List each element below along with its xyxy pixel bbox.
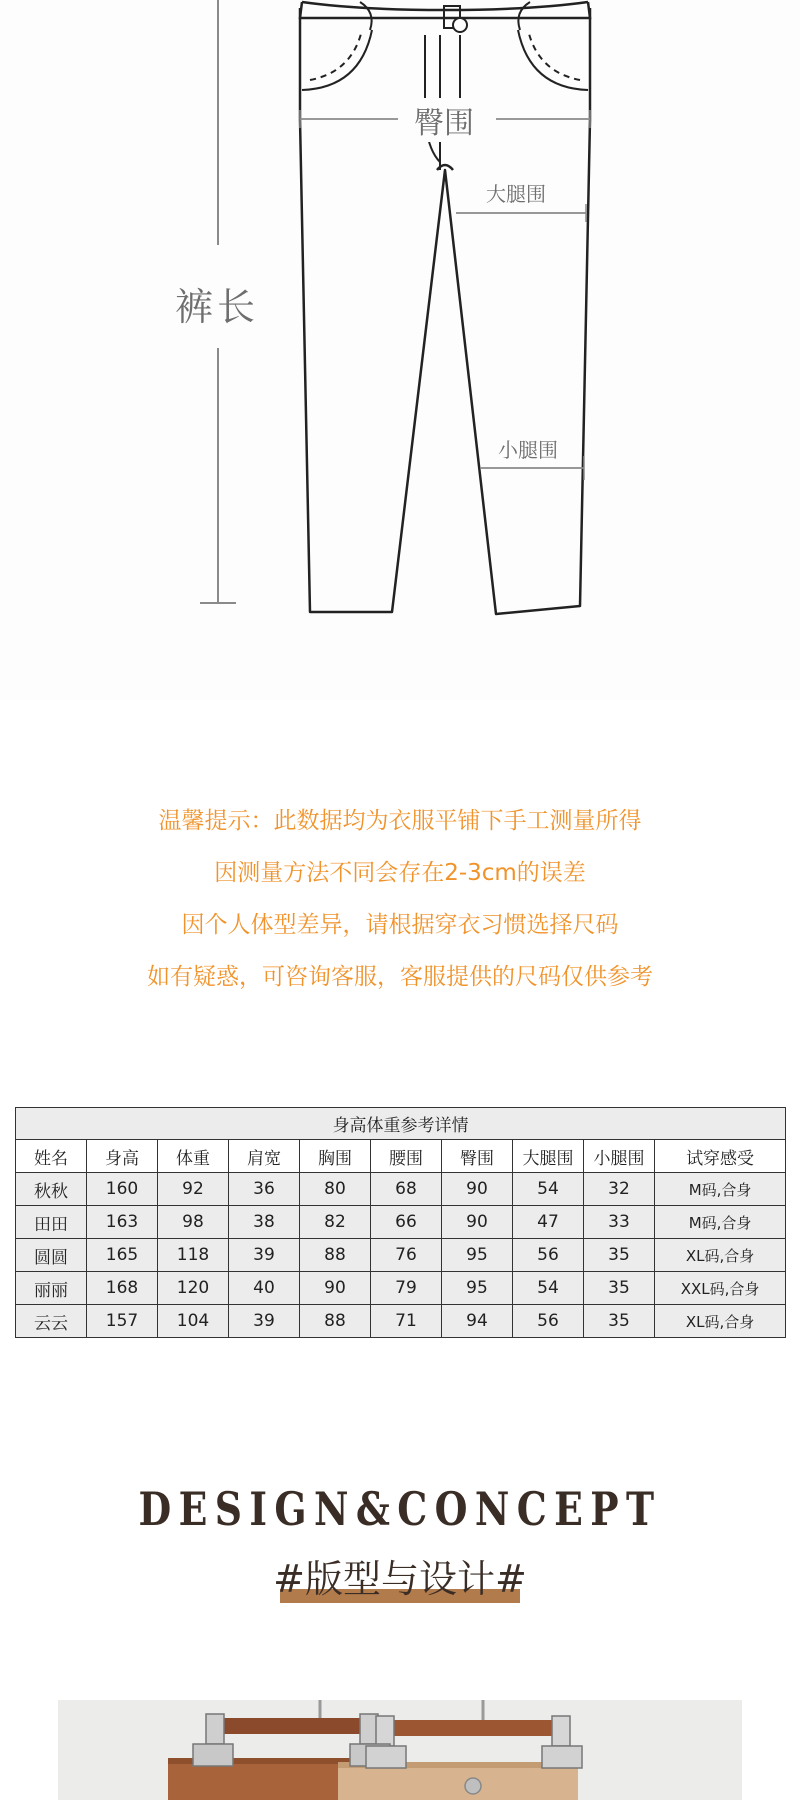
table-cell: 56 bbox=[513, 1239, 584, 1272]
table-cell: 88 bbox=[300, 1305, 371, 1338]
table-cell: 163 bbox=[87, 1206, 158, 1239]
table-cell: 68 bbox=[371, 1173, 442, 1206]
table-cell: 82 bbox=[300, 1206, 371, 1239]
column-header: 身高 bbox=[87, 1140, 158, 1173]
table-cell: 圆圆 bbox=[16, 1239, 87, 1272]
table-cell: 88 bbox=[300, 1239, 371, 1272]
table-cell: 35 bbox=[584, 1239, 655, 1272]
table-cell: 90 bbox=[442, 1173, 513, 1206]
table-cell: 92 bbox=[158, 1173, 229, 1206]
table-cell: 80 bbox=[300, 1173, 371, 1206]
table-row bbox=[16, 1173, 786, 1206]
column-header: 肩宽 bbox=[229, 1140, 300, 1173]
table-cell: 95 bbox=[442, 1239, 513, 1272]
table-cell: 54 bbox=[513, 1173, 584, 1206]
column-header: 试穿感受 bbox=[655, 1140, 786, 1173]
design-concept-title: DESIGN&CONCEPT bbox=[138, 1482, 662, 1536]
table-cell: 120 bbox=[158, 1272, 229, 1305]
hip-measure-label: 臀围 bbox=[408, 98, 480, 142]
table-cell: 39 bbox=[229, 1305, 300, 1338]
table-cell: 35 bbox=[584, 1305, 655, 1338]
table-cell: 47 bbox=[513, 1206, 584, 1239]
table-row bbox=[16, 1305, 786, 1338]
column-header: 腰围 bbox=[371, 1140, 442, 1173]
table-cell: 79 bbox=[371, 1272, 442, 1305]
tip-line: 因个人体型差异，请根据穿衣习惯选择尺码 bbox=[181, 912, 619, 938]
table-cell: 90 bbox=[442, 1206, 513, 1239]
table-cell: 56 bbox=[513, 1305, 584, 1338]
table-cell: 36 bbox=[229, 1173, 300, 1206]
table-row bbox=[16, 1239, 786, 1272]
table-cell: 71 bbox=[371, 1305, 442, 1338]
table-row bbox=[16, 1206, 786, 1239]
design-subtitle: #版型与设计# bbox=[273, 1557, 527, 1601]
design-subtitle-wrap bbox=[0, 1548, 800, 1603]
tip-line: 如有疑惑，可咨询客服，客服提供的尺码仅供参考 bbox=[147, 964, 653, 990]
table-cell: 39 bbox=[229, 1239, 300, 1272]
calf-measure-label: 小腿围 bbox=[498, 434, 558, 463]
table-cell: XL码,合身 bbox=[655, 1305, 786, 1338]
table-cell: XL码,合身 bbox=[655, 1239, 786, 1272]
tip-line: 温馨提示：此数据均为衣服平铺下手工测量所得 bbox=[158, 808, 642, 834]
table-cell: M码,合身 bbox=[655, 1173, 786, 1206]
table-cell: 40 bbox=[229, 1272, 300, 1305]
table-cell: 104 bbox=[158, 1305, 229, 1338]
table-caption: 身高体重参考详情 bbox=[16, 1108, 786, 1140]
measurement-tips bbox=[0, 795, 800, 1003]
table-cell: 38 bbox=[229, 1206, 300, 1239]
table-cell: 丽丽 bbox=[16, 1272, 87, 1305]
length-measure-label: 裤长 bbox=[175, 272, 259, 335]
size-reference-table-wrap bbox=[15, 1107, 785, 1338]
table-cell: 32 bbox=[584, 1173, 655, 1206]
table-row bbox=[16, 1272, 786, 1305]
pants-measurement-diagram bbox=[0, 0, 800, 700]
hanger-photo-illustration bbox=[58, 1700, 742, 1800]
product-photo-hanging-pants bbox=[58, 1700, 742, 1800]
table-cell: 160 bbox=[87, 1173, 158, 1206]
table-cell: 秋秋 bbox=[16, 1173, 87, 1206]
column-header: 臀围 bbox=[442, 1140, 513, 1173]
table-cell: 云云 bbox=[16, 1305, 87, 1338]
table-cell: 54 bbox=[513, 1272, 584, 1305]
column-header: 大腿围 bbox=[513, 1140, 584, 1173]
table-cell: 66 bbox=[371, 1206, 442, 1239]
table-cell: 90 bbox=[300, 1272, 371, 1305]
column-header: 胸围 bbox=[300, 1140, 371, 1173]
table-cell: 35 bbox=[584, 1272, 655, 1305]
table-cell: M码,合身 bbox=[655, 1206, 786, 1239]
thigh-measure-label: 大腿围 bbox=[486, 178, 546, 207]
table-cell: 118 bbox=[158, 1239, 229, 1272]
column-header: 小腿围 bbox=[584, 1140, 655, 1173]
table-cell: 157 bbox=[87, 1305, 158, 1338]
table-cell: 98 bbox=[158, 1206, 229, 1239]
table-cell: 94 bbox=[442, 1305, 513, 1338]
table-cell: 76 bbox=[371, 1239, 442, 1272]
size-reference-table bbox=[15, 1107, 786, 1338]
table-cell: 田田 bbox=[16, 1206, 87, 1239]
tip-line: 因测量方法不同会存在2-3cm的误差 bbox=[214, 860, 586, 886]
column-header: 体重 bbox=[158, 1140, 229, 1173]
column-header: 姓名 bbox=[16, 1140, 87, 1173]
table-cell: 95 bbox=[442, 1272, 513, 1305]
pants-outline-drawing bbox=[0, 0, 800, 700]
table-cell: 165 bbox=[87, 1239, 158, 1272]
table-cell: XXL码,合身 bbox=[655, 1272, 786, 1305]
table-cell: 33 bbox=[584, 1206, 655, 1239]
table-cell: 168 bbox=[87, 1272, 158, 1305]
